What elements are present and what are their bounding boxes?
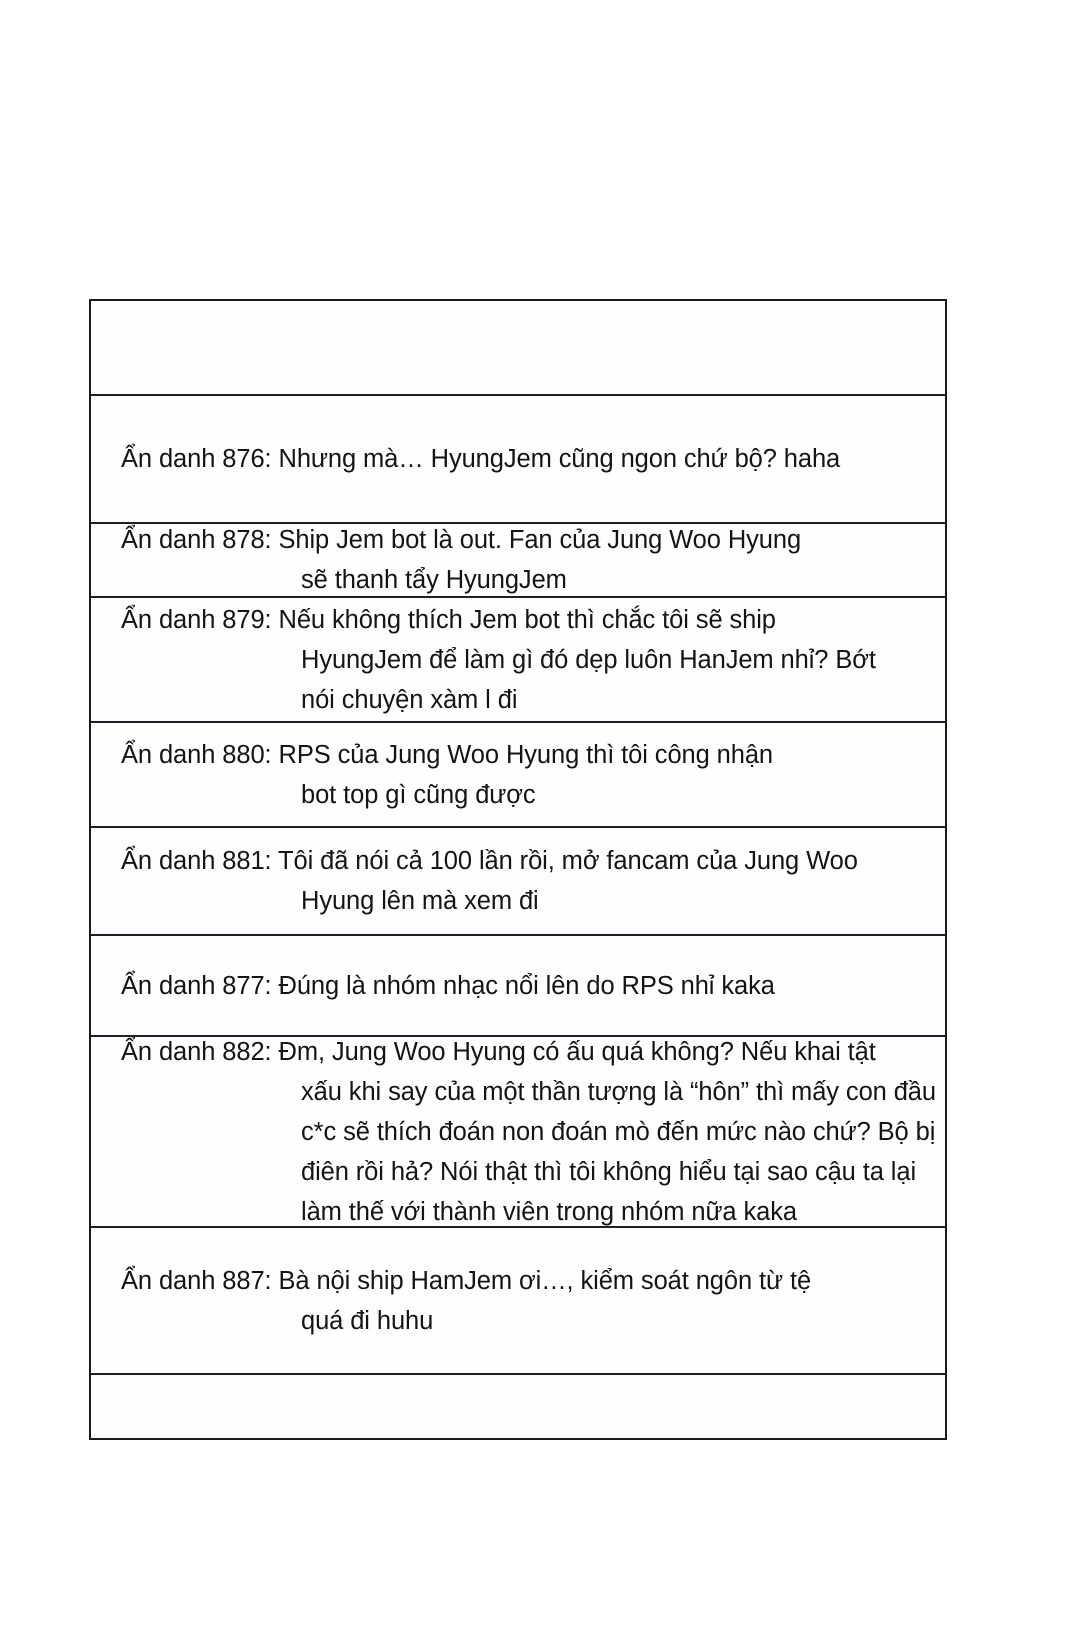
- comment-row-spacer: [91, 1375, 945, 1438]
- comment-line-continuation: bot top gì cũng được: [301, 780, 536, 809]
- comment-board-table: [89, 299, 947, 1440]
- comment-line-first: Ẩn danh 880: RPS của Jung Woo Hyung thì tôi công nhận: [121, 740, 774, 769]
- comment-line-continuation: Hyung lên mà xem đi: [301, 887, 539, 915]
- comment-row-inner: [91, 1037, 945, 1226]
- comment-text: [91, 439, 945, 479]
- comment-text: [91, 841, 945, 921]
- comment-row: [91, 936, 945, 1037]
- comment-text: [91, 1261, 945, 1341]
- comment-row-inner: [91, 936, 945, 1035]
- comment-row-inner: [91, 396, 945, 522]
- comment-line-first: Ẩn danh 887: Bà nội ship HamJem ơi…, kiểm soát ngôn từ tệ: [121, 1266, 812, 1295]
- comment-line-first: Ẩn danh 882: Đm, Jung Woo Hyung có ấu quá không? Nếu khai tật: [121, 1037, 876, 1066]
- comment-row-spacer: [91, 301, 945, 396]
- comment-text: [91, 735, 945, 815]
- comment-row-inner: [91, 524, 945, 596]
- comment-line-continuation: sẽ thanh tẩy HyungJem: [301, 566, 567, 594]
- comment-row: [91, 524, 945, 598]
- comment-line-first: Ẩn danh 879: Nếu không thích Jem bot thì chắc tôi sẽ ship: [121, 605, 776, 634]
- comment-text: [91, 1032, 945, 1232]
- comment-row-inner: [91, 1228, 945, 1373]
- comment-row: [91, 1228, 945, 1375]
- comment-line-continuation: điên rồi hả? Nói thật thì tôi không hiểu tại sao cậu ta lại: [301, 1157, 917, 1186]
- comment-row: [91, 828, 945, 936]
- comment-row: [91, 723, 945, 828]
- comment-line-first: Ẩn danh 877: Đúng là nhóm nhạc nổi lên do RPS nhỉ kaka: [121, 971, 775, 1000]
- comment-row-inner: [91, 828, 945, 934]
- comment-line-continuation: làm thế với thành viên trong nhóm nữa kaka: [301, 1197, 797, 1226]
- comment-row: [91, 396, 945, 524]
- comment-text: [91, 600, 945, 720]
- comment-text: [91, 966, 945, 1006]
- comment-row-inner: [91, 1375, 945, 1438]
- comment-line-first: Ẩn danh 876: Nhưng mà… HyungJem cũng ngon chứ bộ? haha: [121, 445, 841, 473]
- comment-text: [91, 520, 945, 600]
- comment-line-continuation: nói chuyện xàm l đi: [301, 685, 518, 714]
- comment-line-continuation: c*c sẽ thích đoán non đoán mò đến mức nào chứ? Bộ bị: [301, 1117, 936, 1146]
- comment-line-first: Ẩn danh 881: Tôi đã nói cả 100 lần rồi, mở fancam của Jung Woo: [121, 847, 858, 875]
- comment-row: [91, 1037, 945, 1228]
- comment-line-continuation: HyungJem để làm gì đó dẹp luôn HanJem nhỉ? Bớt: [301, 645, 876, 674]
- comment-line-first: Ẩn danh 878: Ship Jem bot là out. Fan của Jung Woo Hyung: [121, 526, 802, 554]
- comment-row-inner: [91, 723, 945, 826]
- comment-line-continuation: quá đi huhu: [301, 1306, 434, 1335]
- comment-row-inner: [91, 301, 945, 394]
- comment-line-continuation: xấu khi say của một thần tượng là “hôn” thì mấy con đầu: [301, 1077, 936, 1106]
- comment-row: [91, 598, 945, 723]
- comment-row-inner: [91, 598, 945, 721]
